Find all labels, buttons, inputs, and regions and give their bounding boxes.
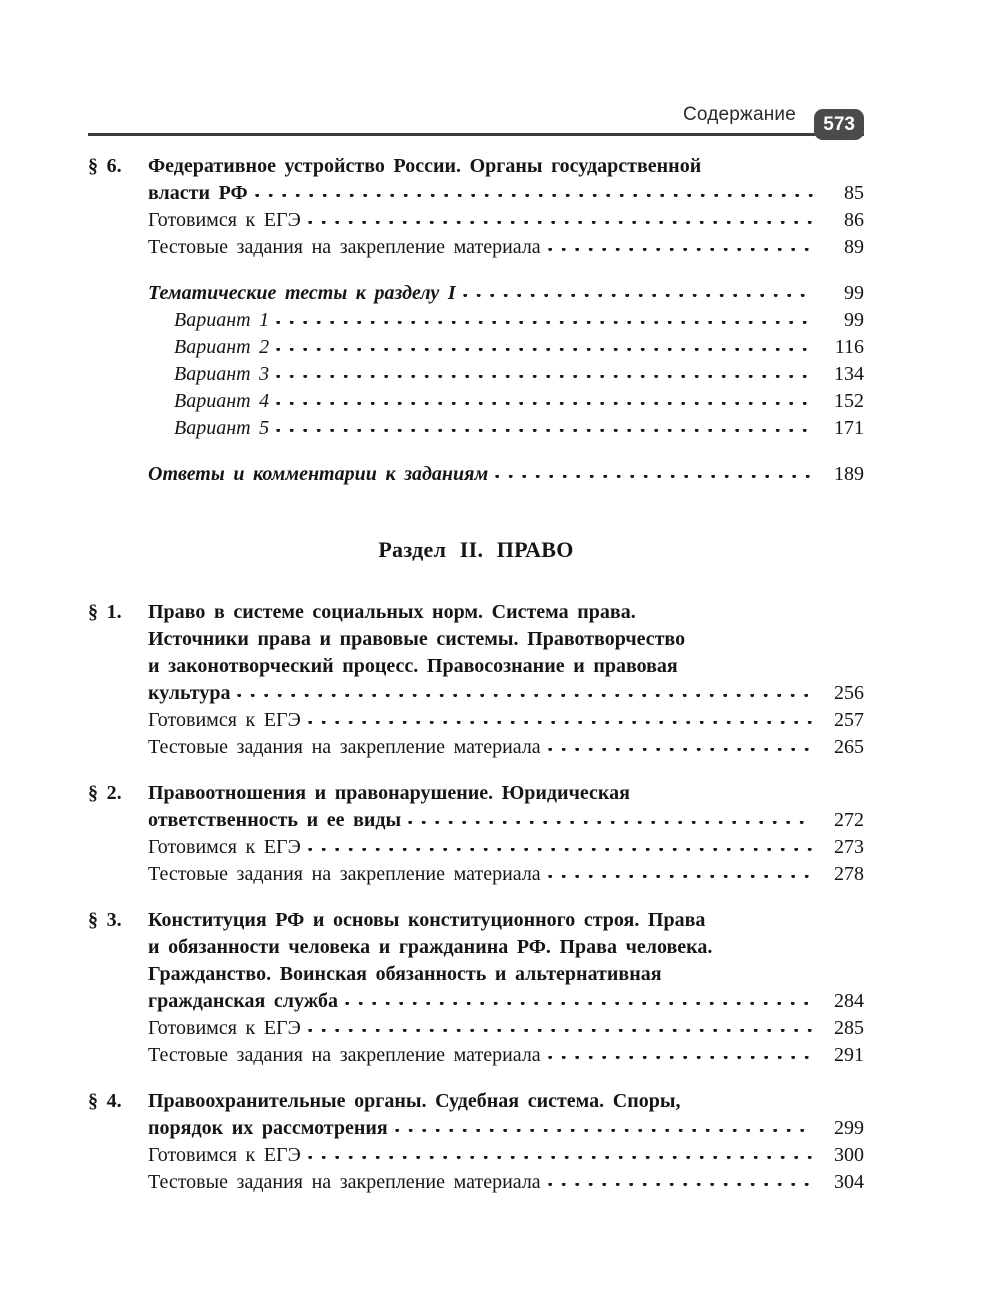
entry-title-line: Тестовые задания на закрепление материала — [148, 736, 541, 758]
toc-entry — [88, 861, 864, 888]
toc-entry — [88, 907, 864, 1015]
entry-body — [148, 415, 864, 442]
entry-last-line — [148, 734, 864, 761]
toc-entry — [88, 234, 864, 261]
entry-title-line: Тестовые задания на закрепление материала — [148, 236, 541, 258]
dot-leader — [548, 1056, 813, 1061]
entry-paragraph-number — [88, 461, 148, 488]
entry-last-line — [148, 861, 864, 888]
entry-last-line — [148, 988, 864, 1015]
entry-title-line: Тестовые задания на закрепление материала — [148, 1044, 541, 1066]
entry-body — [148, 1042, 864, 1069]
dot-leader — [308, 721, 813, 726]
entry-page-number: 85 — [844, 182, 864, 204]
entry-title-line: Готовимся к ЕГЭ — [148, 1017, 301, 1039]
entry-body — [148, 1088, 864, 1142]
entry-paragraph-number: § 2. — [88, 782, 122, 804]
entry-page-number: 265 — [834, 736, 864, 758]
dot-leader — [548, 1183, 813, 1188]
entry-page-number: 257 — [834, 709, 864, 731]
table-of-contents — [88, 153, 864, 1196]
toc-entry — [88, 461, 864, 488]
toc-entry — [88, 1042, 864, 1069]
entry-page-number: 134 — [834, 363, 864, 385]
dot-leader — [548, 248, 813, 253]
entry-title-line: Вариант 4 — [174, 390, 270, 412]
entry-page-number: 99 — [844, 282, 864, 304]
entry-page-number: 272 — [834, 809, 864, 831]
entry-paragraph-number — [88, 234, 148, 261]
entry-body — [148, 361, 864, 388]
entry-title-line: Вариант 2 — [174, 336, 270, 358]
entry-paragraph-number — [88, 361, 148, 388]
toc-entry — [88, 307, 864, 334]
dot-leader — [276, 348, 813, 353]
toc-entry — [88, 599, 864, 707]
toc-group — [88, 599, 864, 761]
dot-leader — [308, 1156, 813, 1161]
entry-page-number: 189 — [834, 463, 864, 485]
dot-leader — [345, 1002, 813, 1007]
entry-body — [148, 280, 864, 307]
toc-entry — [88, 388, 864, 415]
toc-group — [88, 461, 864, 488]
dot-leader — [408, 821, 813, 826]
entry-title-line: порядок их рассмотрения — [148, 1117, 388, 1139]
entry-title-line: Готовимся к ЕГЭ — [148, 836, 301, 858]
dot-leader — [548, 748, 813, 753]
entry-last-line — [174, 307, 864, 334]
entry-paragraph-number — [88, 707, 148, 734]
entry-body — [148, 334, 864, 361]
dot-leader — [308, 848, 813, 853]
entry-title-line: Правоотношения и правонарушение. Юридическая — [148, 782, 630, 804]
entry-last-line — [148, 1142, 864, 1169]
toc-entry — [88, 834, 864, 861]
toc-group — [88, 1088, 864, 1196]
entry-page-number: 89 — [844, 236, 864, 258]
entry-page-number: 99 — [844, 309, 864, 331]
entry-page-number: 299 — [834, 1117, 864, 1139]
entry-title-line: Федеративное устройство России. Органы государственной — [148, 155, 702, 177]
dot-leader — [495, 475, 813, 480]
dot-leader — [276, 321, 813, 326]
dot-leader — [237, 694, 813, 699]
entry-title-line: Вариант 3 — [174, 363, 270, 385]
entry-last-line — [148, 1015, 864, 1042]
entry-title-line: Вариант 5 — [174, 417, 270, 439]
entry-paragraph-number — [88, 1169, 148, 1196]
entry-body — [148, 907, 864, 1015]
entry-body — [148, 234, 864, 261]
entry-body — [148, 734, 864, 761]
dot-leader — [276, 402, 813, 407]
entry-last-line — [148, 234, 864, 261]
entry-last-line — [148, 180, 864, 207]
dot-leader — [308, 1029, 813, 1034]
toc-entry — [88, 415, 864, 442]
entry-page-number: 256 — [834, 682, 864, 704]
entry-title-line: Тематические тесты к разделу I — [148, 282, 456, 304]
page-content — [88, 100, 864, 1196]
entry-paragraph-number — [88, 334, 148, 361]
entry-page-number: 300 — [834, 1144, 864, 1166]
entry-page-number: 284 — [834, 990, 864, 1012]
entry-paragraph-number: § 4. — [88, 1090, 122, 1112]
entry-title-line: культура — [148, 682, 231, 704]
entry-last-line — [148, 807, 864, 834]
toc-entry — [88, 153, 864, 207]
entry-body — [148, 307, 864, 334]
entry-page-number: 86 — [844, 209, 864, 231]
entry-paragraph-number — [88, 861, 148, 888]
entry-title-line: Готовимся к ЕГЭ — [148, 1144, 301, 1166]
entry-paragraph-number — [88, 1142, 148, 1169]
entry-last-line — [148, 1169, 864, 1196]
toc-entry — [88, 280, 864, 307]
dot-leader — [308, 221, 813, 226]
entry-title-line: Готовимся к ЕГЭ — [148, 709, 301, 731]
entry-title-line: Тестовые задания на закрепление материала — [148, 1171, 541, 1193]
entry-page-number: 304 — [834, 1171, 864, 1193]
running-head — [88, 100, 864, 136]
entry-last-line — [174, 415, 864, 442]
toc-entry — [88, 1015, 864, 1042]
entry-body — [148, 153, 864, 207]
dot-leader — [255, 194, 813, 199]
entry-title-line: и законотворческий процесс. Правосознание и правовая — [148, 655, 678, 677]
entry-last-line — [148, 707, 864, 734]
toc-entry — [88, 707, 864, 734]
toc-group — [88, 780, 864, 888]
entry-title-line: Тестовые задания на закрепление материала — [148, 863, 541, 885]
entry-last-line — [148, 461, 864, 488]
toc-entry — [88, 1169, 864, 1196]
entry-paragraph-number — [88, 834, 148, 861]
entry-body — [148, 461, 864, 488]
entry-title-line: ответственность и ее виды — [148, 809, 402, 831]
toc-entry — [88, 207, 864, 234]
entry-page-number: 278 — [834, 863, 864, 885]
contents-title: Содержание — [682, 104, 796, 125]
entry-page-number: 285 — [834, 1017, 864, 1039]
section-heading: Раздел II. ПРАВО — [378, 537, 574, 562]
entry-title-line: Правоохранительные органы. Судебная система. Споры, — [148, 1090, 681, 1112]
entry-last-line — [148, 834, 864, 861]
entry-last-line — [148, 280, 864, 307]
entry-title-line: Готовимся к ЕГЭ — [148, 209, 301, 231]
entry-body — [148, 1169, 864, 1196]
entry-body — [148, 1142, 864, 1169]
entry-paragraph-number: § 3. — [88, 909, 122, 931]
entry-paragraph-number — [88, 307, 148, 334]
entry-title-line: Конституция РФ и основы конституционного строя. Права — [148, 909, 706, 931]
entry-paragraph-number: § 1. — [88, 601, 122, 623]
entry-title-line: Вариант 1 — [174, 309, 270, 331]
entry-paragraph-number — [88, 415, 148, 442]
entry-body — [148, 861, 864, 888]
entry-last-line — [174, 334, 864, 361]
dot-leader — [276, 375, 813, 380]
entry-last-line — [148, 1115, 864, 1142]
toc-entry — [88, 334, 864, 361]
entry-page-number: 291 — [834, 1044, 864, 1066]
entry-title-line: гражданская служба — [148, 990, 338, 1012]
toc-entry — [88, 734, 864, 761]
toc-group — [88, 907, 864, 1069]
toc-group — [88, 280, 864, 442]
entry-body — [148, 388, 864, 415]
entry-paragraph-number — [88, 734, 148, 761]
toc-group — [88, 153, 864, 261]
entry-title-line: Гражданство. Воинская обязанность и альтернативная — [148, 963, 662, 985]
entry-last-line — [148, 1042, 864, 1069]
entry-paragraph-number — [88, 1042, 148, 1069]
dot-leader — [463, 294, 813, 299]
page-number-badge: 573 — [814, 109, 864, 140]
entry-last-line — [148, 207, 864, 234]
entry-last-line — [148, 680, 864, 707]
toc-entry — [88, 1088, 864, 1142]
toc-entry — [88, 1142, 864, 1169]
toc-entry — [88, 780, 864, 834]
entry-paragraph-number — [88, 280, 148, 307]
dot-leader — [548, 875, 813, 880]
toc-entry — [88, 361, 864, 388]
entry-title-line: и обязанности человека и гражданина РФ. Права человека. — [148, 936, 713, 958]
entry-page-number: 171 — [834, 417, 864, 439]
entry-body — [148, 599, 864, 707]
entry-page-number: 116 — [834, 336, 864, 358]
dot-leader — [276, 429, 813, 434]
entry-body — [148, 1015, 864, 1042]
entry-page-number: 152 — [834, 390, 864, 412]
entry-paragraph-number — [88, 207, 148, 234]
entry-last-line — [174, 388, 864, 415]
entry-title-line: Источники права и правовые системы. Правотворчество — [148, 628, 686, 650]
entry-paragraph-number: § 6. — [88, 155, 122, 177]
entry-body — [148, 707, 864, 734]
entry-last-line — [174, 361, 864, 388]
entry-body — [148, 834, 864, 861]
entry-page-number: 273 — [834, 836, 864, 858]
entry-paragraph-number — [88, 1015, 148, 1042]
entry-paragraph-number — [88, 388, 148, 415]
entry-body — [148, 207, 864, 234]
entry-title-line: Ответы и комментарии к заданиям — [148, 463, 489, 485]
entry-body — [148, 780, 864, 834]
entry-title-line: Право в системе социальных норм. Система права. — [148, 601, 636, 623]
dot-leader — [395, 1129, 813, 1134]
entry-title-line: власти РФ — [148, 182, 248, 204]
